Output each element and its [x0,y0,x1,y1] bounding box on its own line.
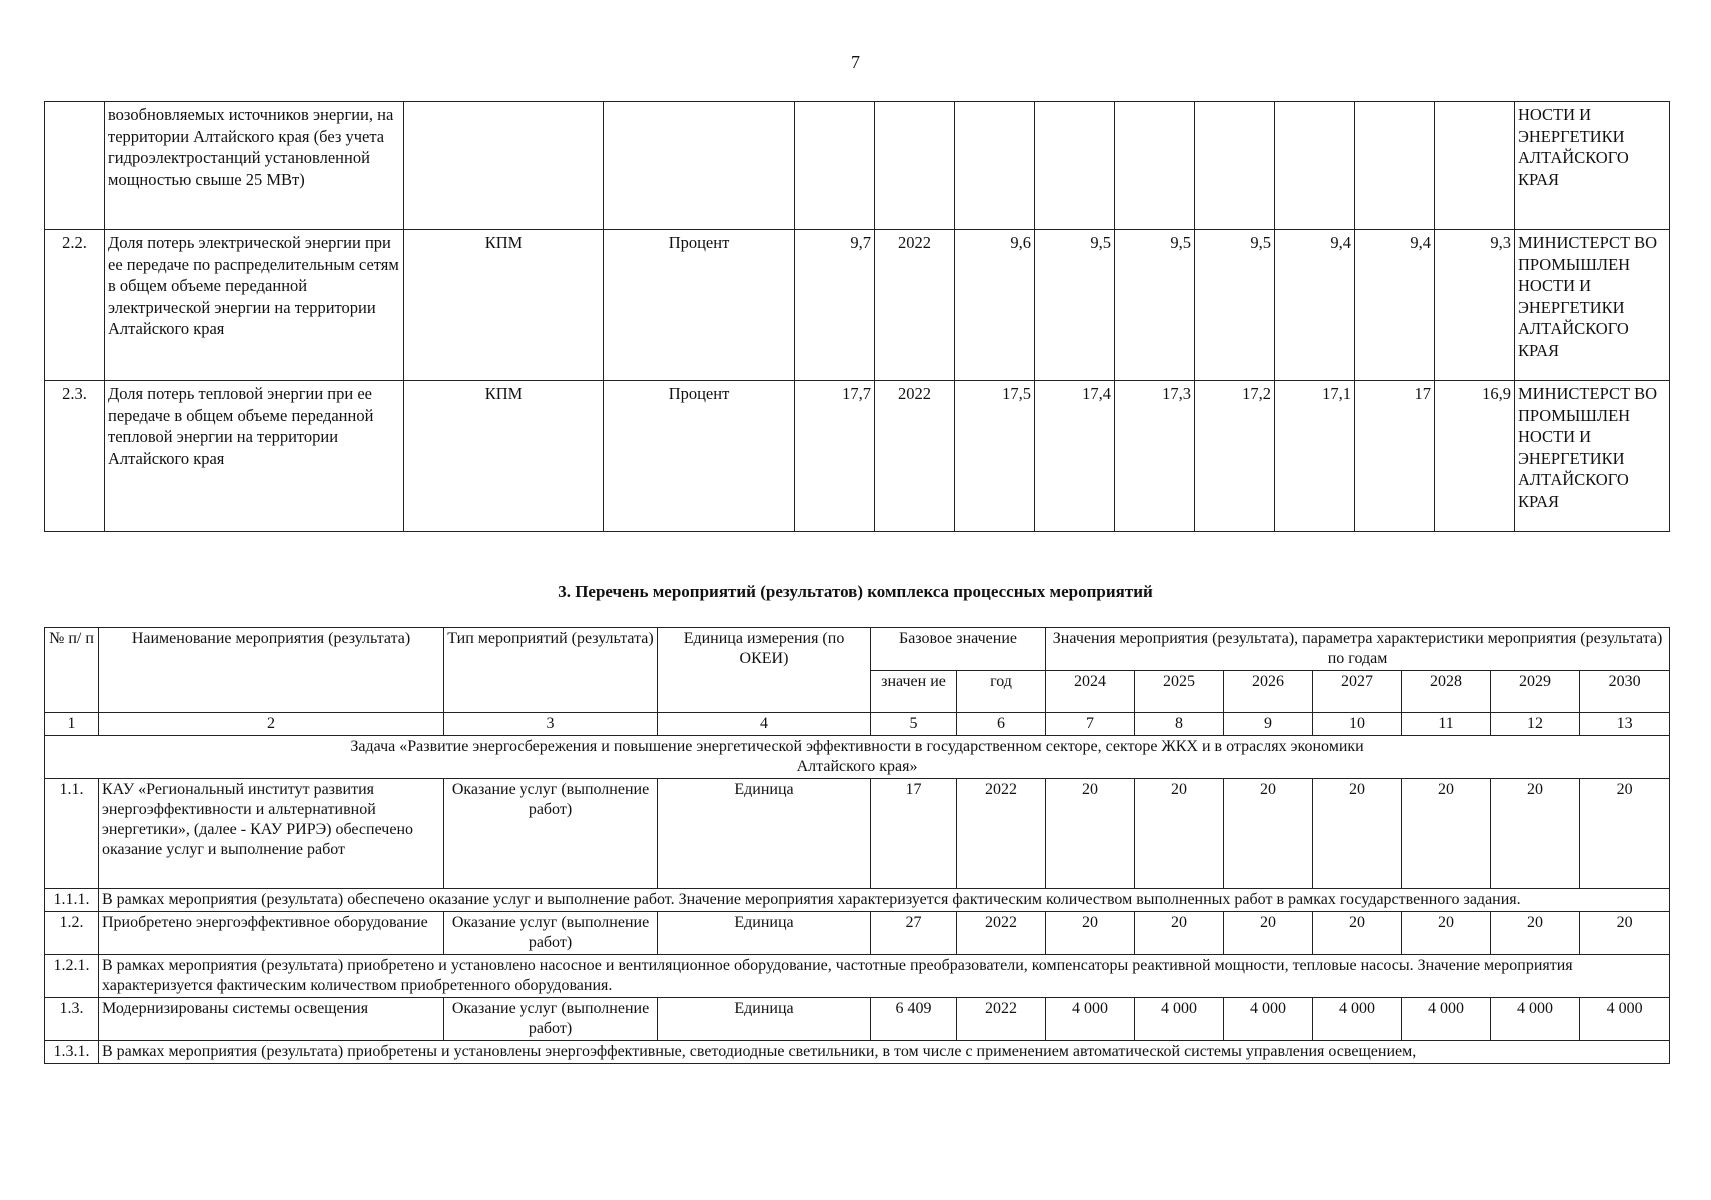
value-2027 [1195,102,1275,230]
base-year [875,102,955,230]
table-row [45,998,1670,1041]
indicator-type: КПМ [404,230,604,381]
col-header-year: 2026 [1224,671,1313,713]
base-value: 9,7 [795,230,875,381]
base-value: 27 [871,912,957,955]
base-year: 2022 [957,998,1046,1041]
indicators-table-continuation [44,101,1670,532]
col-header-name: Наименование мероприятия (результата) [99,628,444,713]
indicator-type [404,102,604,230]
col-header-year: 2030 [1580,671,1670,713]
table-row [45,230,1670,381]
note-text: В рамках мероприятия (результата) приобретены и установлены энергоэффективные, светодиодные светильники, в том числе с применением автоматической системы управления освещением, [99,1041,1670,1064]
value-2030: 9,3 [1435,230,1515,381]
column-number: 11 [1402,713,1491,736]
column-numbers-row [45,713,1670,736]
base-value [795,102,875,230]
value-2027: 20 [1313,779,1402,889]
note-row [45,955,1670,998]
value-2029: 20 [1491,912,1580,955]
table-row [45,912,1670,955]
indicator-type: КПМ [404,381,604,532]
value-2027: 9,5 [1195,230,1275,381]
base-year: 2022 [875,230,955,381]
value-2025: 20 [1135,912,1224,955]
column-number: 6 [957,713,1046,736]
task-title: Задача «Развитие энергосбережения и повышение энергетической эффективности в государственном секторе, секторе ЖКХ и в отраслях экономики Алтайского края» [45,736,1670,779]
col-header-year: 2024 [1046,671,1135,713]
col-header-year: 2025 [1135,671,1224,713]
value-2025 [1035,102,1115,230]
row-number [45,102,105,230]
col-header-values: Значения мероприятия (результата), параметра характеристики мероприятия (результата) по годам [1046,628,1670,671]
value-2025: 20 [1135,779,1224,889]
value-2028: 9,4 [1275,230,1355,381]
measure-type: Оказание услуг (выполнение работ) [444,912,658,955]
base-year: 2022 [957,912,1046,955]
col-header-base: Базовое значение [871,628,1046,671]
note-text: В рамках мероприятия (результата) приобретено и установлено насосное и вентиляционное оборудование, частотные преобразователи, компенсаторы реактивной мощности, тепловые насосы. Значение мероприятия характеризуется фактическим количеством приобретенного оборудования. [99,955,1670,998]
indicator-unit [604,102,795,230]
measure-name: Приобретено энергоэффективное оборудование [99,912,444,955]
value-2026: 20 [1224,912,1313,955]
column-number: 2 [99,713,444,736]
value-2024: 17,5 [955,381,1035,532]
note-row [45,889,1670,912]
measure-name: Модернизированы системы освещения [99,998,444,1041]
column-number: 5 [871,713,957,736]
row-number: 1.3. [45,998,99,1041]
col-header-number: № п/ п [45,628,99,713]
base-value: 6 409 [871,998,957,1041]
indicator-name: Доля потерь тепловой энергии при ее передаче в общем объеме переданной тепловой энергии на территории Алтайского края [105,381,404,532]
row-number: 1.2.1. [45,955,99,998]
row-number: 1.2. [45,912,99,955]
column-number: 1 [45,713,99,736]
row-number: 1.3.1. [45,1041,99,1064]
measure-unit: Единица [658,779,871,889]
row-number: 2.2. [45,230,105,381]
value-2025: 17,4 [1035,381,1115,532]
value-2024: 20 [1046,779,1135,889]
value-2029: 17 [1355,381,1435,532]
column-number: 4 [658,713,871,736]
responsible-body: НОСТИ И ЭНЕРГЕТИКИ АЛТАЙСКОГО КРАЯ [1515,102,1670,230]
value-2026: 4 000 [1224,998,1313,1041]
col-header-year: 2028 [1402,671,1491,713]
table-header-row [45,628,1670,671]
column-number: 10 [1313,713,1402,736]
column-number: 9 [1224,713,1313,736]
base-value: 17,7 [795,381,875,532]
row-number: 1.1.1. [45,889,99,912]
value-2024: 20 [1046,912,1135,955]
value-2027: 20 [1313,912,1402,955]
value-2026: 17,3 [1115,381,1195,532]
value-2026: 9,5 [1115,230,1195,381]
indicator-unit: Процент [604,230,795,381]
column-number: 7 [1046,713,1135,736]
value-2026 [1115,102,1195,230]
value-2028: 4 000 [1402,998,1491,1041]
col-header-base-year: год [957,671,1046,713]
page-number: 7 [851,52,860,72]
value-2029: 9,4 [1355,230,1435,381]
value-2024: 4 000 [1046,998,1135,1041]
base-year: 2022 [957,779,1046,889]
value-2030: 4 000 [1580,998,1670,1041]
column-number: 12 [1491,713,1580,736]
indicator-unit: Процент [604,381,795,532]
note-row [45,1041,1670,1064]
measure-unit: Единица [658,912,871,955]
base-value: 17 [871,779,957,889]
value-2028: 20 [1402,912,1491,955]
base-year: 2022 [875,381,955,532]
responsible-body: МИНИСТЕРСТ ВО ПРОМЫШЛЕН НОСТИ И ЭНЕРГЕТИКИ АЛТАЙСКОГО КРАЯ [1515,381,1670,532]
value-2029: 20 [1491,779,1580,889]
table-row [45,381,1670,532]
value-2025: 4 000 [1135,998,1224,1041]
value-2027: 4 000 [1313,998,1402,1041]
value-2029 [1355,102,1435,230]
value-2029: 4 000 [1491,998,1580,1041]
col-header-base-value: значен ие [871,671,957,713]
value-2025: 9,5 [1035,230,1115,381]
value-2030: 16,9 [1435,381,1515,532]
measure-unit: Единица [658,998,871,1041]
column-number: 8 [1135,713,1224,736]
value-2024: 9,6 [955,230,1035,381]
row-number: 1.1. [45,779,99,889]
responsible-body: МИНИСТЕРСТ ВО ПРОМЫШЛЕН НОСТИ И ЭНЕРГЕТИКИ АЛТАЙСКОГО КРАЯ [1515,230,1670,381]
value-2030: 20 [1580,779,1670,889]
value-2026: 20 [1224,779,1313,889]
measures-table [44,627,1670,1064]
col-header-year: 2027 [1313,671,1402,713]
value-2030 [1435,102,1515,230]
column-number: 3 [444,713,658,736]
measure-type: Оказание услуг (выполнение работ) [444,779,658,889]
col-header-unit: Единица измерения (по ОКЕИ) [658,628,871,713]
value-2027: 17,2 [1195,381,1275,532]
value-2024 [955,102,1035,230]
row-number: 2.3. [45,381,105,532]
value-2030: 20 [1580,912,1670,955]
indicator-name: возобновляемых источников энергии, на территории Алтайского края (без учета гидроэлектростанций установленной мощностью свыше 25 МВт) [105,102,404,230]
col-header-year: 2029 [1491,671,1580,713]
column-number: 13 [1580,713,1670,736]
col-header-type: Тип мероприятий (результата) [444,628,658,713]
value-2028: 17,1 [1275,381,1355,532]
note-text: В рамках мероприятия (результата) обеспечено оказание услуг и выполнение работ. Значение мероприятия характеризуется фактическим количеством выполненных работ в рамках государственного задания. [99,889,1670,912]
measure-type: Оказание услуг (выполнение работ) [444,998,658,1041]
table-row [45,779,1670,889]
table-row [45,102,1670,230]
value-2028: 20 [1402,779,1491,889]
task-row [45,736,1670,779]
indicator-name: Доля потерь электрической энергии при ее передаче по распределительным сетям в общем объеме переданной электрической энергии на территории Алтайского края [105,230,404,381]
value-2028 [1275,102,1355,230]
measure-name: КАУ «Региональный институт развития энергоэффективности и альтернативной энергетики», (далее - КАУ РИРЭ) обеспечено оказание услуг и выполнение работ [99,779,444,889]
section-title: 3. Перечень мероприятий (результатов) комплекса процессных мероприятий [558,582,1153,601]
